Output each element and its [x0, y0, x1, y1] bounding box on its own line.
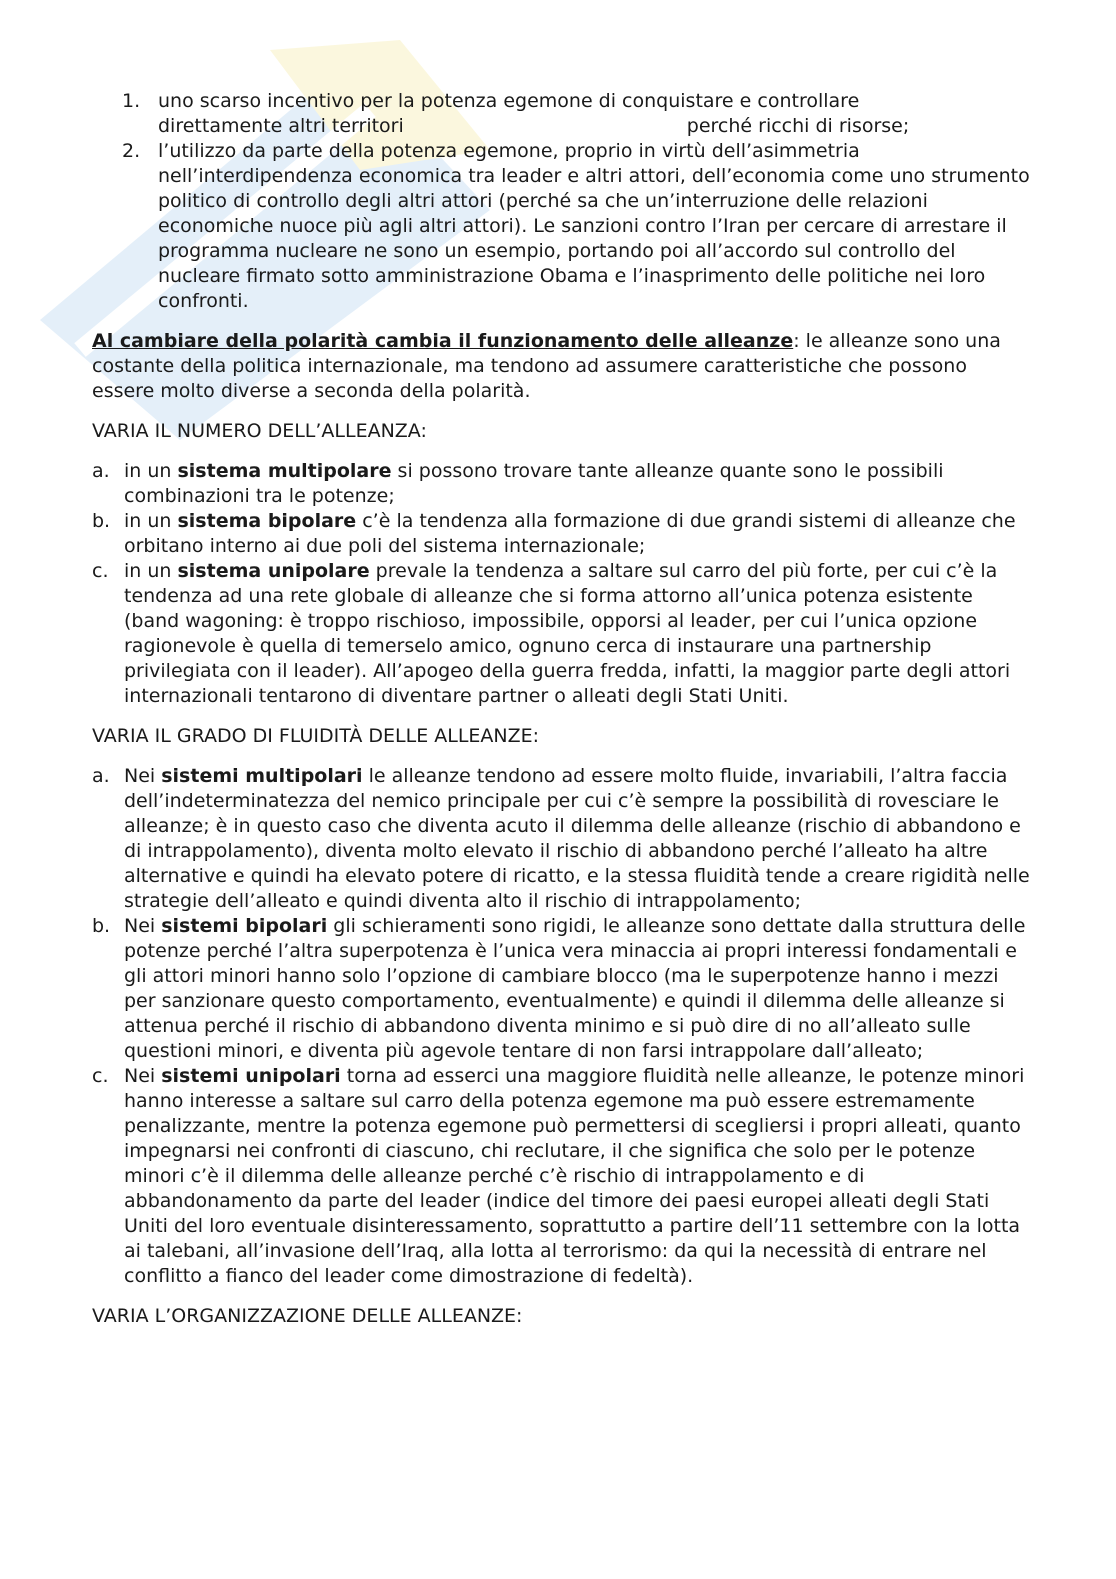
list-item-text: Nei: [124, 765, 162, 787]
list-item: [92, 914, 1032, 1064]
list-item-text: torna ad esserci una maggiore fluidità nelle alleanze, le potenze minori hanno interesse a saltare sul carro della potenza egemone ma può essere estremamente penalizzante, mentre la potenza egemone può permettersi di scegliersi i propri alleati, quanto impegnarsi nei confronti di ciascuno, chi reclutare, il che significa che solo per le potenze minori c’è il dilemma delle alleanze perché c’è rischio di intrappolamento e di abbandonamento da parte del leader (indice del timore dei paesi europei alleati degli Stati Uniti del loro eventuale disinteressamento, soprattutto a partire dell’11 settembre con la lotta ai talebani, all’invasione dell’Iraq, alla lotta al terrorismo: da qui la necessità di entrare nel conflitto a fianco del leader come dimostrazione di fedeltà).: [124, 1065, 1025, 1287]
list-item-text: in un: [124, 560, 178, 582]
list-item-text: c’è la tendenza alla formazione di due grandi sistemi di alleanze che orbitano interno ai due poli del sistema internazionale;: [124, 510, 1016, 557]
underlined-heading: Al cambiare della polarità cambia il funzionamento delle alleanze: [92, 330, 794, 352]
bold-term: sistema bipolare: [177, 510, 357, 532]
list-item: [92, 764, 1032, 914]
list-item-text: Nei: [124, 915, 162, 937]
list-item: [92, 459, 1032, 509]
intro-numbered-list: [92, 89, 1032, 314]
list-item: [92, 509, 1032, 559]
bold-term: sistema unipolare: [177, 560, 370, 582]
bold-term: sistemi bipolari: [161, 915, 328, 937]
alpha-list: [92, 764, 1032, 1289]
list-item-text: prevale la tendenza a saltare sul carro del più forte, per cui c’è la tendenza ad una rete globale di alleanze che si forma attorno all’unica potenza esistente (band wagoning: è troppo rischioso, impossibile, opporsi al leader, per cui l’unica opzione ragionevole è quella di temerselo amico, ognuno cerca di instaurare una partnership privilegiata con il leader). All’apogeo della guerra fredda, infatti, la maggior parte degli attori internazionali tentarono di diventare partner o alleati degli Stati Uniti.: [124, 560, 1011, 707]
list-item-text: uno scarso incentivo per la potenza egemone di conquistare e controllare: [158, 90, 860, 112]
section-heading: VARIA IL GRADO DI FLUIDITÀ DELLE ALLEANZE:: [92, 725, 540, 747]
bold-term: sistemi multipolari: [161, 765, 363, 787]
section-heading: VARIA IL NUMERO DELL’ALLEANZA:: [92, 420, 427, 442]
list-number: 2.: [122, 140, 141, 162]
list-number: 1.: [122, 90, 141, 112]
section-heading: VARIA L’ORGANIZZAZIONE DELLE ALLEANZE:: [92, 1305, 523, 1327]
bold-term: sistemi unipolari: [161, 1065, 341, 1087]
paragraph: [92, 329, 1032, 404]
list-item: [92, 559, 1032, 709]
list-item-text: perché ricchi di risorse;: [686, 115, 910, 137]
paragraph-text: : le alleanze sono una costante della politica internazionale, ma tendono ad assumere caratteristiche che possono essere molto diverse a seconda della polarità.: [92, 330, 1001, 402]
list-item-text: l’utilizzo da parte della potenza egemone, proprio in virtù dell’asimmetria nell’interdipendenza economica tra leader e altri attori, dell’economia come uno strumento politico di controllo degli altri attori (perché sa che un’interruzione delle relazioni economiche nuoce più agli altri attori). Le sanzioni contro l’Iran per cercare di arrestare il programma nucleare ne sono un esempio, portando poi all’accordo sul controllo del nucleare firmato sotto amministrazione Obama e l’inasprimento delle politiche nei loro confronti.: [158, 140, 1030, 312]
list-letter: c.: [92, 560, 109, 582]
list-item-text: Nei: [124, 1065, 162, 1087]
list-item-text: direttamente altri territori: [158, 115, 404, 137]
list-letter: a.: [92, 765, 110, 787]
list-letter: b.: [92, 915, 111, 937]
list-item-text: si possono trovare tante alleanze quante sono le possibili combinazioni tra le potenze;: [124, 460, 944, 507]
list-item-text: in un: [124, 460, 178, 482]
list-item-text: gli schieramenti sono rigidi, le alleanze sono dettate dalla struttura delle potenze perché l’altra superpotenza è l’unica vera minaccia ai propri interessi fondamentali e gli attori minori hanno solo l’opzione di cambiare blocco (ma le superpotenze hanno i mezzi per sanzionare questo comportamento, eventualmente) e quindi il dilemma delle alleanze si attenua perché il rischio di abbandono diventa minimo e si può dire di no all’alleato sulle questioni minori, e diventa più agevole tentare di non farsi intrappolare dall’alleato;: [124, 915, 1026, 1062]
list-item: [92, 1064, 1032, 1289]
bold-term: sistema multipolare: [177, 460, 392, 482]
list-letter: c.: [92, 1065, 109, 1087]
list-item: [92, 139, 1032, 314]
list-item: [92, 89, 1032, 139]
list-item-text: in un: [124, 510, 178, 532]
list-item-text: le alleanze tendono ad essere molto fluide, invariabili, l’altra faccia dell’indeterminatezza del nemico principale per cui c’è sempre la possibilità di rovesciare le alleanze; è in questo caso che diventa acuto il dilemma delle alleanze (rischio di abbandono e di intrappolamento), diventa molto elevato il rischio di abbandono perché l’alleato ha altre alternative e quindi ha elevato potere di ricatto, e la stessa fluidità tende a creare rigidità nelle strategie dell’alleato e quindi diventa alto il rischio di intrappolamento;: [124, 765, 1030, 912]
list-letter: a.: [92, 460, 110, 482]
document-page: [92, 89, 1032, 1344]
list-letter: b.: [92, 510, 111, 532]
alpha-list: [92, 459, 1032, 709]
